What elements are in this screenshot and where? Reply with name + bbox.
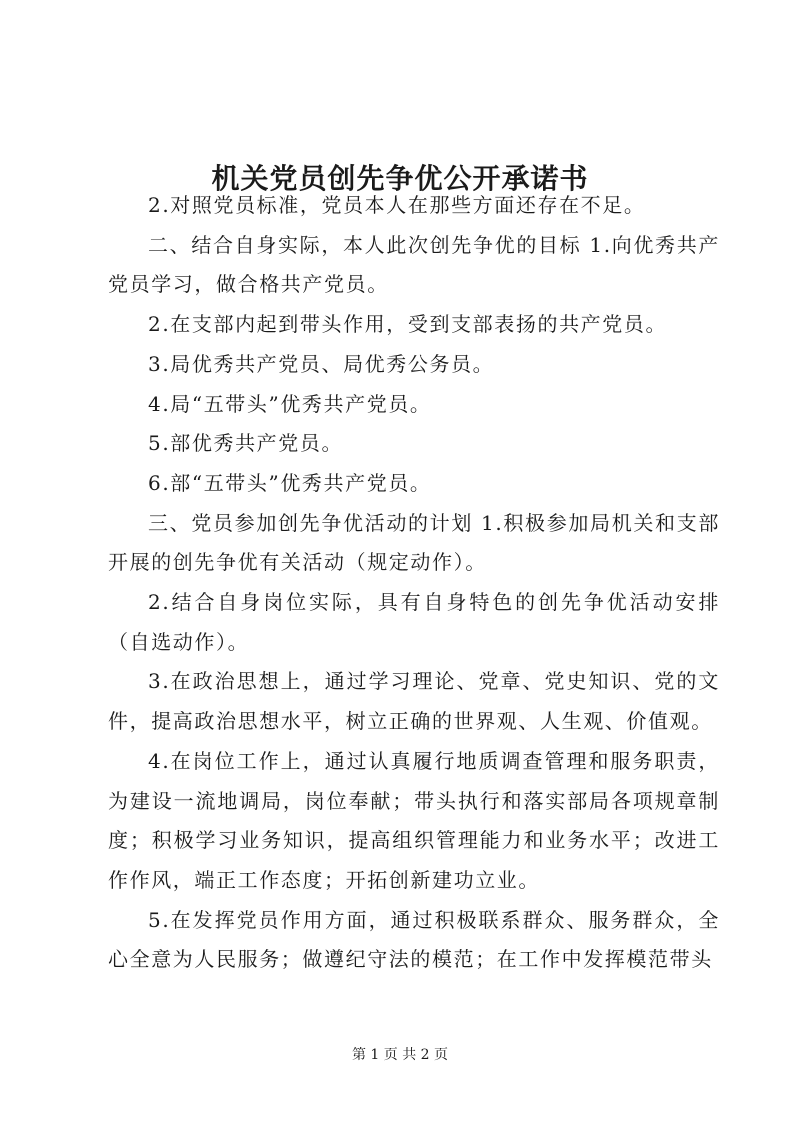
document-body [108, 186, 720, 980]
paragraph-12: 5.在发挥党员作用方面，通过积极联系群众、服务群众，全心全意为人民服务；做遵纪守法的模范；在工作中发挥模范带头 [108, 907, 720, 972]
paragraph-8: 三、党员参加创先争优活动的计划 1.积极参加局机关和支部开展的创先争优有关活动（规定动作）。 [108, 510, 720, 575]
paragraph-4: 3.局优秀共产党员、局优秀公务员。 [148, 351, 495, 376]
paragraph-9: 2.结合自身岗位实际，具有自身特色的创先争优活动安排（自选动作）。 [108, 590, 720, 654]
paragraph-10: 3.在政治思想上，通过学习理论、党章、党史知识、党的文件，提高政治思想水平，树立正确的世界观、人生观、价值观。 [108, 669, 720, 734]
paragraph-1: 2.对照党员标准，党员本人在那些方面还存在不足。 [148, 193, 646, 217]
paragraph-11: 4.在岗位工作上，通过认真履行地质调查管理和服务职责，为建设一流地调局，岗位奉献；带头执行和落实部局各项规章制度；积极学习业务知识，提高组织管理能力和业务水平；改进工作作风，端正工作态度；开拓创新建功立业。 [108, 748, 720, 892]
paragraph-3: 2.在支部内起到带头作用，受到支部表扬的共产党员。 [148, 312, 668, 337]
paragraph-5: 4.局“五带头”优秀共产党员。 [148, 391, 432, 416]
paragraph-7: 6.部“五带头”优秀共产党员。 [148, 470, 432, 495]
document-title: 机关党员创先争优公开承诺书 [211, 161, 589, 195]
page-footer: 第 1 页 共 2 页 [351, 1047, 449, 1063]
paragraph-6: 5.部优秀共产党员。 [148, 431, 344, 456]
paragraph-2: 二、结合自身实际，本人此次创先争优的目标 1.向优秀共产党员学习，做合格共产党员。 [108, 232, 720, 297]
